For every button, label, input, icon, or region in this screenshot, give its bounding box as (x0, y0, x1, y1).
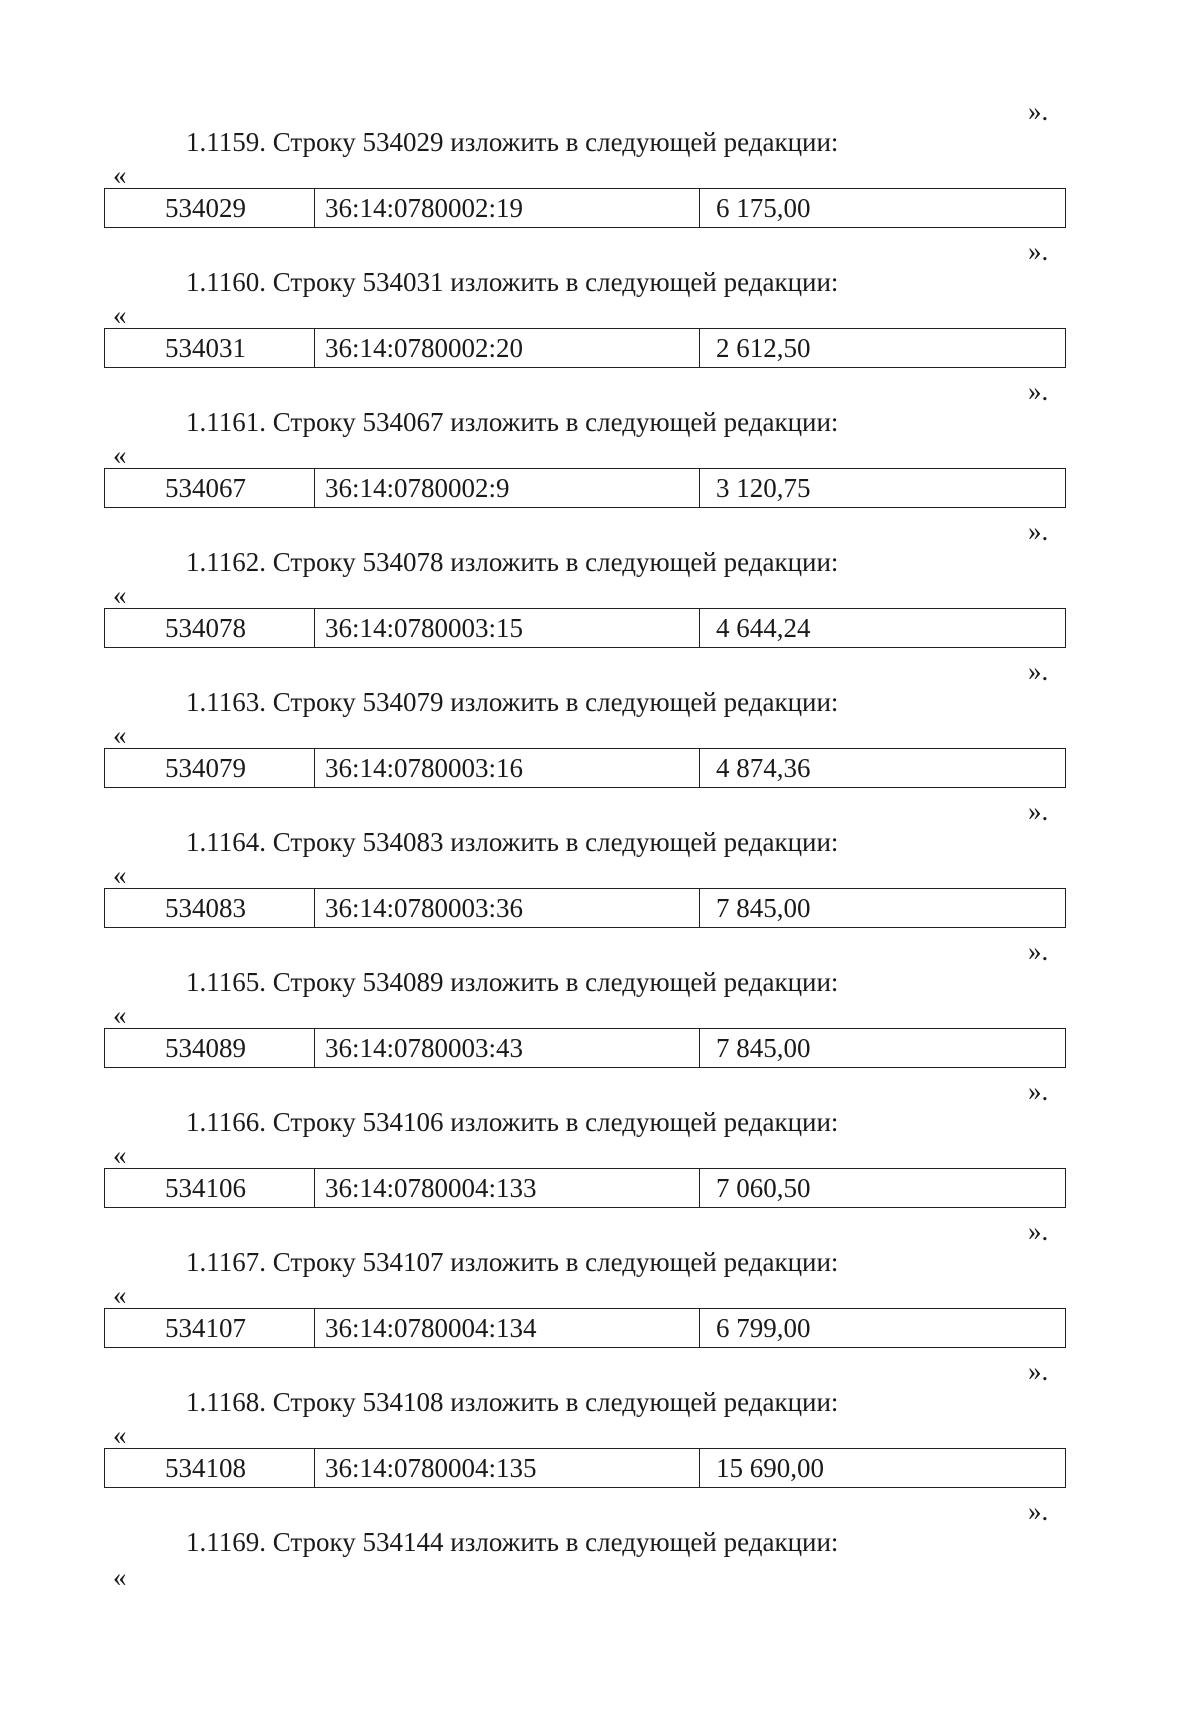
cadastral-number-cell: 36:14:0780004:135 (315, 1449, 700, 1488)
row-code-cell: 534107 (105, 1309, 315, 1348)
value-cell: 6 799,00 (700, 1309, 1066, 1348)
section-heading: 1.1167. Строку 534107 изложить в следующей редакции: (186, 1247, 839, 1277)
close-quote: ». (1028, 796, 1049, 826)
value-cell: 4 644,24 (700, 609, 1066, 648)
section-heading: 1.1166. Строку 534106 изложить в следующей редакции: (186, 1107, 839, 1137)
table-row (105, 469, 1066, 508)
row-code-cell: 534078 (105, 609, 315, 648)
section-heading: 1.1159. Строку 534029 изложить в следующей редакции: (186, 127, 839, 157)
cadastral-number-cell: 36:14:0780003:43 (315, 1029, 700, 1068)
amendment-table (104, 608, 1066, 648)
section-heading: 1.1160. Строку 534031 изложить в следующей редакции: (186, 267, 839, 297)
open-quote: « (113, 1000, 127, 1030)
open-quote: « (113, 1420, 127, 1450)
amendment-table (104, 1448, 1066, 1488)
amendment-table (104, 1028, 1066, 1068)
table-row (105, 189, 1066, 228)
section-heading: 1.1168. Строку 534108 изложить в следующей редакции: (186, 1387, 839, 1417)
cadastral-number-cell: 36:14:0780003:16 (315, 749, 700, 788)
value-cell: 7 060,50 (700, 1169, 1066, 1208)
value-cell: 4 874,36 (700, 749, 1066, 788)
close-quote: ». (1028, 936, 1049, 966)
cadastral-number-cell: 36:14:0780002:20 (315, 329, 700, 368)
amendment-table (104, 1308, 1066, 1348)
close-quote: ». (1028, 656, 1049, 686)
close-quote: ». (1028, 236, 1049, 266)
open-quote: « (113, 1562, 127, 1592)
value-cell: 15 690,00 (700, 1449, 1066, 1488)
open-quote: « (113, 580, 127, 610)
open-quote: « (113, 720, 127, 750)
open-quote: « (113, 860, 127, 890)
section-heading: 1.1161. Строку 534067 изложить в следующей редакции: (186, 407, 839, 437)
row-code-cell: 534079 (105, 749, 315, 788)
cadastral-number-cell: 36:14:0780002:9 (315, 469, 700, 508)
section-heading: 1.1164. Строку 534083 изложить в следующей редакции: (186, 827, 839, 857)
row-code-cell: 534031 (105, 329, 315, 368)
table-row (105, 889, 1066, 928)
row-code-cell: 534108 (105, 1449, 315, 1488)
value-cell: 3 120,75 (700, 469, 1066, 508)
section-heading: 1.1169. Строку 534144 изложить в следующей редакции: (186, 1527, 839, 1557)
open-quote: « (113, 1280, 127, 1310)
value-cell: 7 845,00 (700, 889, 1066, 928)
amendment-table (104, 468, 1066, 508)
close-quote: ». (1028, 1076, 1049, 1106)
cadastral-number-cell: 36:14:0780004:134 (315, 1309, 700, 1348)
close-quote: ». (1028, 376, 1049, 406)
close-quote: ». (1028, 1496, 1049, 1526)
open-quote: « (113, 1140, 127, 1170)
amendment-table (104, 748, 1066, 788)
section-heading: 1.1163. Строку 534079 изложить в следующей редакции: (186, 687, 839, 717)
close-quote: ». (1028, 1356, 1049, 1386)
close-quote: ». (1028, 516, 1049, 546)
section-heading: 1.1162. Строку 534078 изложить в следующей редакции: (186, 547, 839, 577)
amendment-table (104, 328, 1066, 368)
cadastral-number-cell: 36:14:0780003:15 (315, 609, 700, 648)
value-cell: 7 845,00 (700, 1029, 1066, 1068)
amendment-table (104, 188, 1066, 228)
table-row (105, 1169, 1066, 1208)
table-row (105, 749, 1066, 788)
table-row (105, 609, 1066, 648)
value-cell: 2 612,50 (700, 329, 1066, 368)
table-row (105, 1029, 1066, 1068)
open-quote: « (113, 440, 127, 470)
open-quote: « (113, 160, 127, 190)
table-row (105, 329, 1066, 368)
row-code-cell: 534083 (105, 889, 315, 928)
row-code-cell: 534106 (105, 1169, 315, 1208)
amendment-table (104, 888, 1066, 928)
row-code-cell: 534029 (105, 189, 315, 228)
open-quote: « (113, 300, 127, 330)
cadastral-number-cell: 36:14:0780002:19 (315, 189, 700, 228)
close-quote: ». (1028, 1216, 1049, 1246)
row-code-cell: 534089 (105, 1029, 315, 1068)
cadastral-number-cell: 36:14:0780003:36 (315, 889, 700, 928)
table-row (105, 1449, 1066, 1488)
section-heading: 1.1165. Строку 534089 изложить в следующей редакции: (186, 967, 839, 997)
table-row (105, 1309, 1066, 1348)
cadastral-number-cell: 36:14:0780004:133 (315, 1169, 700, 1208)
row-code-cell: 534067 (105, 469, 315, 508)
page-close-quote: ». (1028, 96, 1049, 126)
amendment-table (104, 1168, 1066, 1208)
value-cell: 6 175,00 (700, 189, 1066, 228)
